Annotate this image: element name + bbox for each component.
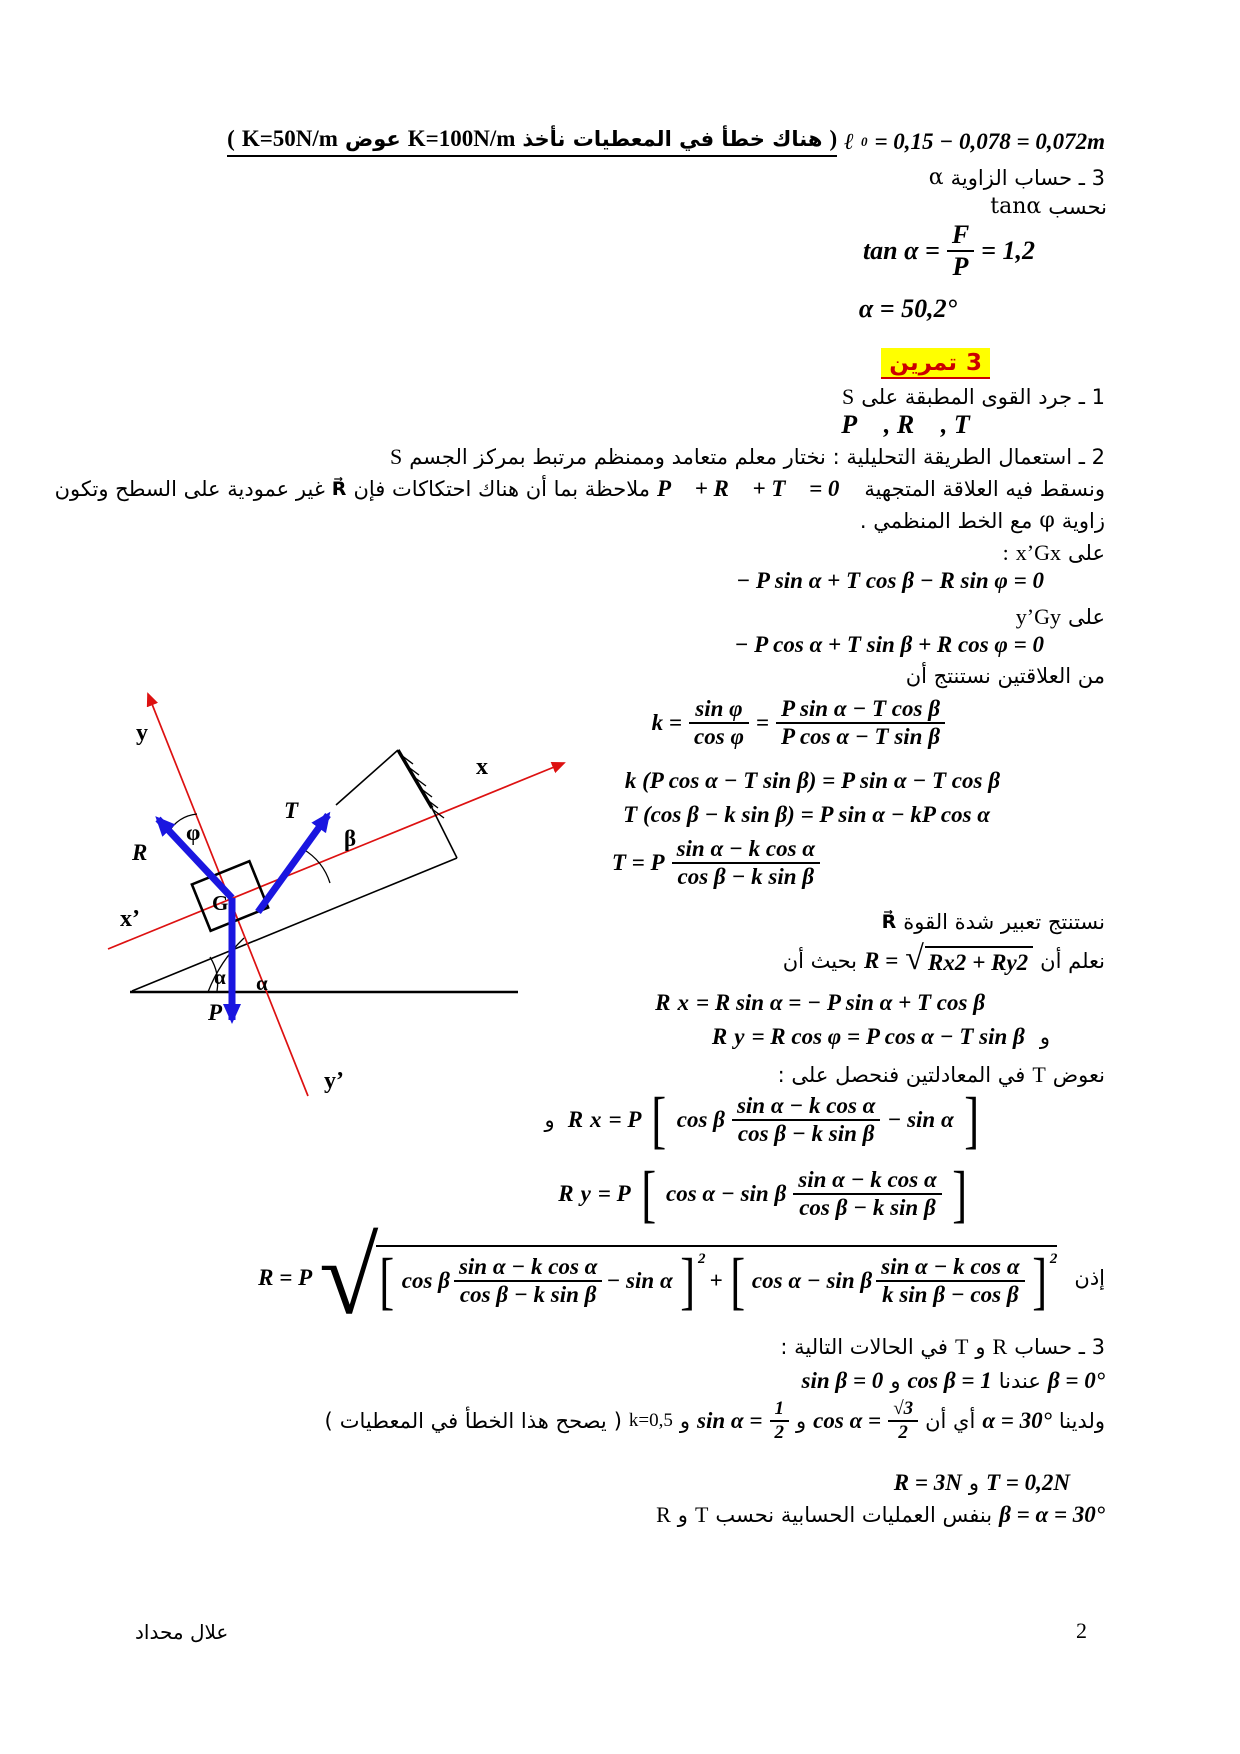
case-beta0-line xyxy=(802,1368,1105,1394)
Rx-rhs: = R sin α = − P sin α + T cos β xyxy=(696,990,985,1015)
equation-alpha-value xyxy=(859,294,957,324)
equation-R-norm xyxy=(783,942,1105,980)
radical-sign-big: √ xyxy=(319,1218,379,1337)
numerator: sin α − k cos α xyxy=(798,1166,937,1192)
angle-calc-text: 3 ـ حساب الزاوية xyxy=(950,165,1105,190)
beta-0-value: β = 0° xyxy=(1047,1368,1105,1393)
exercise-title-line xyxy=(881,348,990,379)
R-symbol3: R xyxy=(656,1502,671,1527)
sub-y: y xyxy=(734,1024,745,1049)
denominator: cos φ xyxy=(689,722,749,750)
body-S-symbol2: S xyxy=(389,444,403,469)
fraction-Rx xyxy=(732,1093,880,1148)
numerator: √3 xyxy=(893,1398,914,1419)
projection-x-eq-text: − P sin α + T cos β − R sin φ = 0 xyxy=(736,568,1044,593)
angle-word: زاوية xyxy=(1061,508,1105,533)
alpha-30-value: α = 30° xyxy=(982,1407,1052,1433)
fraction-sinphi-cosphi xyxy=(689,696,749,751)
tan-lhs: tan α = xyxy=(862,235,940,265)
T-vector-label: T⃗ xyxy=(284,798,316,823)
paren-close2: ) xyxy=(613,1408,622,1433)
relation-text-start: ونسقط فيه العلاقة المتجهية xyxy=(864,477,1105,501)
and-word6: و xyxy=(796,1408,807,1433)
Rx-symbol: R xyxy=(655,990,671,1015)
beta-alpha-30: β = α = 30° xyxy=(999,1502,1105,1527)
equation-Ry xyxy=(712,1024,1050,1050)
we-know-text: نعلم أن xyxy=(1040,949,1105,973)
incline-force-diagram xyxy=(80,612,640,1112)
cos-alpha-term: cos α − sin β xyxy=(666,1181,787,1206)
numerator: P sin α − T cos β xyxy=(781,696,940,721)
denominator: cos β − k sin β xyxy=(672,862,820,890)
fraction-1 xyxy=(454,1254,602,1309)
radical-sign: √ xyxy=(905,940,924,977)
T-symbol2: T xyxy=(954,1334,969,1359)
case2-line xyxy=(656,1502,1105,1528)
denominator: P xyxy=(947,250,974,282)
Ry-symbol: R xyxy=(711,1024,728,1049)
R-norm-lhs: R = xyxy=(864,948,899,973)
substitute-text-end: في المعادلتين فنحصل على : xyxy=(777,1063,1026,1087)
phi-symbol: φ xyxy=(1039,508,1055,533)
and-word: و xyxy=(1039,1025,1050,1049)
P-vector-label: P⃗ xyxy=(208,1000,240,1025)
deduce-R-text: نستنتج تعبير شدة القوة xyxy=(903,910,1105,934)
sup-2: 2 xyxy=(954,950,967,975)
incline-line xyxy=(132,858,457,991)
substitute-word: نعوض xyxy=(1052,1063,1105,1087)
Ry-symbol2: R xyxy=(558,1181,574,1206)
numerator: sin α − k cos α xyxy=(676,836,815,861)
denominator: 2 xyxy=(888,1420,918,1444)
and-word5: و xyxy=(679,1408,691,1433)
equation-T xyxy=(612,836,820,891)
numerator: sin α − k cos α xyxy=(881,1253,1020,1279)
therefore-word: إذن xyxy=(1074,1266,1105,1290)
results-line xyxy=(894,1470,1070,1496)
T-factored-text: T (cos β − k sin β) = P sin α − kP cos α xyxy=(623,802,990,827)
question3-line xyxy=(780,1334,1105,1360)
x-axis-label: x xyxy=(476,754,488,780)
footer-page-number: 2 xyxy=(1076,1618,1087,1643)
exercise-number: 3 xyxy=(965,350,982,376)
R-vector-label: R⃗ xyxy=(132,840,166,865)
question1-text: 1 ـ جرد القوى المطبقة على xyxy=(861,385,1105,409)
fraction-2 xyxy=(876,1254,1024,1309)
sub-x: x xyxy=(677,990,689,1015)
on-x-axis-line xyxy=(1003,540,1105,566)
plus-sign: + xyxy=(709,1268,723,1293)
equation-tan-alpha xyxy=(863,220,1035,282)
R-symbol2: R xyxy=(992,1334,1008,1359)
on-y-axis-line xyxy=(1016,604,1105,630)
R-result: R = 3N xyxy=(893,1470,962,1495)
x-axis-line xyxy=(108,763,564,949)
sub-x: x xyxy=(590,1107,602,1132)
phi-label: φ xyxy=(186,820,201,845)
deduce-text: من العلاقتين نستنتج أن xyxy=(905,664,1105,688)
numerator: sin α − k cos α xyxy=(458,1253,598,1279)
fraction-P-T xyxy=(776,696,945,751)
l0-symbol: ℓ xyxy=(844,128,854,154)
k-expanded-text: k (P cos α − T sin β) = P sin α − T cos β xyxy=(624,768,1000,793)
fraction-sqrt3-2 xyxy=(888,1398,918,1444)
R-general-lhs: R = P xyxy=(258,1265,313,1290)
normal-line-text: مع الخط المنظمي . xyxy=(859,508,1033,533)
y-axis-label: y xyxy=(136,720,148,746)
tan-rhs: = 1,2 xyxy=(981,235,1035,265)
R-vector-inline: R⃗ xyxy=(331,478,347,500)
T-symbol: T xyxy=(1032,1062,1046,1087)
bracket-open: [ xyxy=(651,1084,667,1155)
phi-angle-line xyxy=(860,508,1105,533)
k-lhs: k = xyxy=(651,710,683,736)
sum-forces-equation: P⃗ + R⃗ + T⃗ = 0⃗ xyxy=(657,476,858,501)
colon: : xyxy=(1002,540,1009,565)
paren-open: ( xyxy=(227,126,235,151)
R-vector-inline2: R⃗ xyxy=(881,911,897,933)
T-result: T = 0,2N xyxy=(985,1470,1070,1495)
bracket-close: ] xyxy=(963,1084,979,1155)
denominator: cos β − k sin β xyxy=(793,1193,941,1221)
sub-y: y xyxy=(580,1181,591,1206)
error-note-text: هناك خطأ في المعطيات نأخذ xyxy=(522,127,823,151)
footer-author: علال محداد xyxy=(135,1620,229,1644)
alpha-value: α = 50,2° xyxy=(858,294,957,323)
forces-vectors: P⃗ , R⃗ , T⃗ xyxy=(841,410,990,439)
numerator: sin α − k cos α xyxy=(736,1092,876,1118)
numerator: sin φ xyxy=(695,696,743,721)
deduce-line xyxy=(906,664,1105,688)
minus-sin-term: − sin α xyxy=(606,1268,673,1293)
fraction-Ry xyxy=(793,1167,941,1222)
l0-equation: = 0,15 − 0,078 = 0,072m xyxy=(874,128,1105,154)
forces-list-line xyxy=(841,410,990,440)
cos-alpha-lhs: cos α = xyxy=(813,1407,882,1433)
projection-y-eq-text: − P cos α + T sin β + R cos φ = 0 xyxy=(734,632,1044,657)
on-word: على xyxy=(1068,541,1105,565)
sub-y: y xyxy=(1006,950,1017,975)
denominator: P cos α − T sin β xyxy=(776,722,945,750)
denominator: cos β − k sin β xyxy=(454,1280,602,1308)
beta-label: β xyxy=(344,826,357,851)
equation-Rx xyxy=(655,990,985,1016)
bracket-close2: ] xyxy=(1031,1245,1047,1316)
compute-heading: 3 ـ حساب xyxy=(1014,1335,1105,1359)
and-word7: و xyxy=(968,1471,979,1495)
fraction-T xyxy=(672,836,820,891)
paren-open2: ( xyxy=(324,1408,333,1433)
and-word3: و xyxy=(975,1335,986,1359)
radicand-big xyxy=(376,1245,1058,1316)
beta-angle-arc xyxy=(303,849,330,883)
squared-exp2: 2 xyxy=(1049,1251,1058,1267)
cos-beta-term: cos β xyxy=(401,1268,450,1293)
paren-close: ) xyxy=(829,126,838,151)
k-value: k=0,5 xyxy=(628,1409,673,1431)
same-operations-text: بنفس العمليات الحسابية نحسب xyxy=(715,1503,993,1527)
sup-2b: 2 xyxy=(1016,950,1029,975)
question2-line xyxy=(390,444,1105,470)
denominator: 2 xyxy=(770,1420,790,1444)
equation-Ry-full xyxy=(558,1158,970,1229)
relation-text-mid: ملاحظة بما أن هناك احتكاكات فإن xyxy=(353,477,650,501)
equation-k xyxy=(652,696,945,751)
exercise-word: تمرين xyxy=(889,350,957,376)
cos-beta-term: cos β xyxy=(676,1107,725,1132)
wall-foot-line xyxy=(432,808,457,858)
on-word2: على xyxy=(1068,605,1105,629)
compute-tan-line xyxy=(990,194,1107,219)
alpha2-label: α xyxy=(256,971,268,995)
Rx-symbol2: R xyxy=(567,1107,584,1132)
projection-y-equation xyxy=(734,632,1044,658)
y-axis-name: y’Gy xyxy=(1015,604,1061,629)
y-prime-label: y’ xyxy=(324,1068,344,1094)
Ry-term: + R xyxy=(972,950,1007,975)
bracket-close: ] xyxy=(679,1245,695,1316)
we-have-word: عندنا xyxy=(998,1369,1041,1393)
sub-x: x xyxy=(943,950,955,975)
sin-beta-0: sin β = 0 xyxy=(801,1368,884,1393)
that-is-text: أي أن xyxy=(925,1408,976,1433)
bracket-open: [ xyxy=(379,1245,395,1316)
T-symbol3: T xyxy=(694,1502,709,1527)
bracket-open2: [ xyxy=(729,1245,745,1316)
equals-sign: = xyxy=(755,710,770,736)
question1-line xyxy=(842,384,1105,410)
case-alpha30-line xyxy=(325,1398,1105,1444)
such-that-text: بحيث أن xyxy=(782,949,858,973)
instead-word: عوض xyxy=(344,127,401,151)
alpha-symbol: α xyxy=(928,165,944,190)
center-G-label: G xyxy=(212,891,229,915)
projection-x-equation xyxy=(736,568,1044,594)
l0-subscript: 0 xyxy=(860,133,868,149)
substitute-T-line xyxy=(778,1062,1105,1088)
section-angle-calc xyxy=(929,165,1105,190)
vector-relation-line xyxy=(55,476,1105,502)
Ry-rhs: = R cos φ = P cos α − T sin β xyxy=(751,1024,1025,1049)
relation-text-end: غير عمودية على السطح وتكون xyxy=(54,477,325,501)
denominator: cos β − k sin β xyxy=(732,1119,880,1147)
equation-T-factored xyxy=(623,802,990,828)
alpha1-label: α xyxy=(214,965,226,989)
k50-value: K=50N/m xyxy=(241,126,338,151)
squared-exp: 2 xyxy=(697,1251,706,1267)
deduce-R-line xyxy=(882,910,1105,934)
and-word8: و xyxy=(677,1503,688,1527)
Rx-term: R xyxy=(927,950,944,975)
question2-text: 2 ـ استعمال الطريقة التحليلية : نختار معلم متعامد وممنظم مرتبط بمركز الجسم xyxy=(409,445,1105,469)
fix-error-text: يصحح هذا الخطأ في المعطيات xyxy=(339,1408,607,1433)
T-lhs: T = P xyxy=(611,850,665,876)
bracket-open: [ xyxy=(640,1158,656,1229)
equation-R-general xyxy=(258,1218,1105,1337)
x-axis-name: x’Gx xyxy=(1015,540,1061,565)
denominator: k sin β − cos β xyxy=(876,1280,1024,1308)
and-word2: و xyxy=(544,1108,555,1132)
header-note-line xyxy=(227,126,1105,157)
radicand xyxy=(925,946,1033,976)
equals-P: = P xyxy=(597,1181,631,1206)
tan-alpha-symbol: tanα xyxy=(990,194,1042,219)
we-have-word2: ولدينا xyxy=(1058,1408,1105,1433)
cases-text: في الحالات التالية : xyxy=(780,1335,948,1359)
fraction-half xyxy=(770,1398,790,1444)
string-line xyxy=(336,750,398,805)
exercise-title-highlight xyxy=(881,348,990,379)
fraction-F-P xyxy=(947,220,974,282)
compute-word: نحسب xyxy=(1048,194,1107,219)
minus-sin-term: − sin α xyxy=(887,1107,954,1132)
equation-k-expanded xyxy=(625,768,1000,794)
equals-P: = P xyxy=(608,1107,642,1132)
k100-value: K=100N/m xyxy=(407,126,516,151)
x-prime-label: x’ xyxy=(120,906,140,932)
body-S-symbol: S xyxy=(841,384,855,409)
cos-beta-1: cos β = 1 xyxy=(907,1368,992,1393)
and-word4: و xyxy=(890,1369,901,1393)
bracket-close: ] xyxy=(951,1158,967,1229)
cos-alpha-term: cos α − sin β xyxy=(751,1268,873,1293)
numerator: 1 xyxy=(774,1398,785,1419)
numerator: F xyxy=(951,220,970,249)
sin-alpha-lhs: sin α = xyxy=(697,1407,763,1433)
header-note-underlined xyxy=(227,126,837,157)
